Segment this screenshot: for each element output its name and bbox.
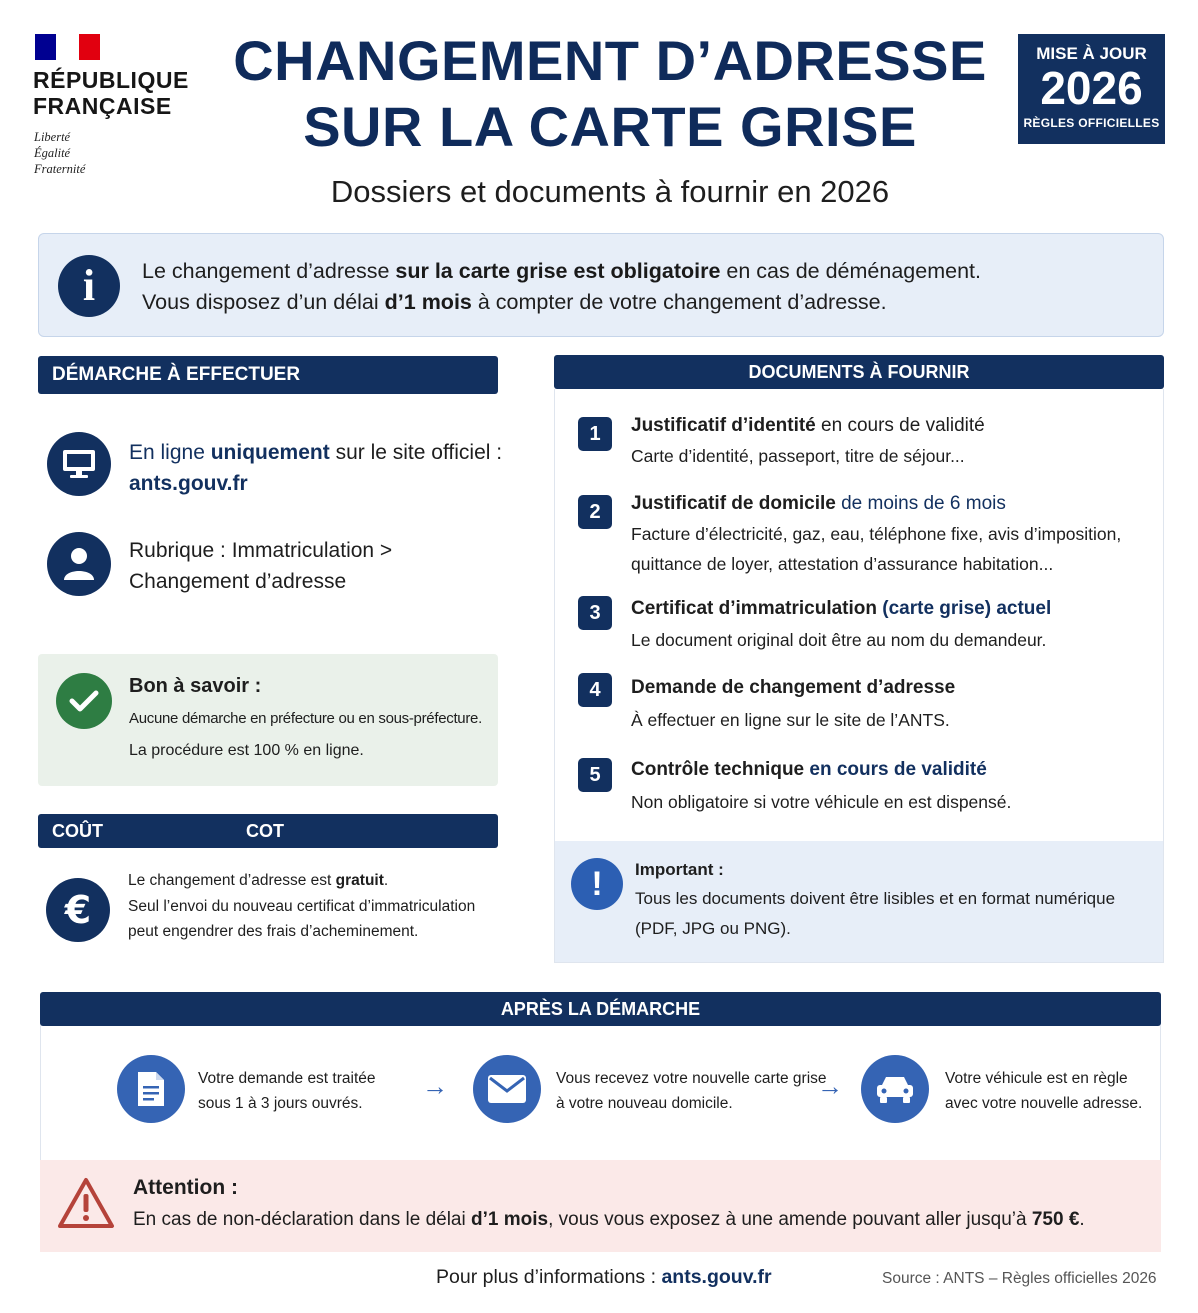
info-text bbox=[142, 256, 1142, 318]
doc5-extra-hl: en cours de validité bbox=[809, 759, 987, 780]
motto-egalite: Égalité bbox=[34, 146, 71, 160]
bon-title: Bon à savoir : bbox=[129, 675, 262, 697]
euro-icon: € bbox=[46, 878, 110, 942]
step3-l2: avec votre nouvelle adresse. bbox=[945, 1095, 1143, 1112]
att-e: . bbox=[1079, 1209, 1085, 1230]
info-l2-a: Vous disposez d’un délai bbox=[142, 290, 385, 314]
attention-title: Attention : bbox=[133, 1176, 238, 1199]
step1-text bbox=[198, 1066, 376, 1116]
doc-title-1 bbox=[631, 415, 985, 437]
doc-title-3 bbox=[631, 598, 1051, 620]
important-title: Important : bbox=[635, 860, 724, 879]
demarche-header: DÉMARCHE À EFFECTUER bbox=[38, 356, 498, 394]
page-subtitle: Dossiers et documents à fournir en 2026 bbox=[330, 174, 890, 209]
doc2-extra-hl: de moins de 6 mois bbox=[841, 493, 1006, 514]
demarche-rubrique bbox=[129, 535, 509, 597]
cout-t1-c: . bbox=[383, 872, 389, 889]
doc-sub-5: Non obligatoire si votre véhicule en est dispensé. bbox=[631, 792, 1012, 812]
doc-number-1: 1 bbox=[578, 417, 612, 451]
republic-line2: FRANÇAISE bbox=[33, 93, 172, 119]
footer-source: Source : ANTS – Règles officielles 2026 bbox=[882, 1270, 1157, 1287]
doc-sub-2b: quittance de loyer, attestation d’assurance habitation... bbox=[631, 554, 1054, 574]
documents-header: DOCUMENTS À FOURNIR bbox=[554, 355, 1164, 389]
cout-t1-a: Le changement d’adresse est bbox=[128, 872, 336, 889]
online-a: En ligne bbox=[129, 441, 211, 464]
step1-l1: Votre demande est traitée bbox=[198, 1070, 376, 1087]
republic-line1: RÉPUBLIQUE bbox=[33, 67, 189, 93]
republic-name bbox=[33, 67, 189, 119]
doc-sub-2a: Facture d’électricité, gaz, eau, téléphone fixe, avis d’imposition, bbox=[631, 524, 1122, 544]
online-b: uniquement bbox=[210, 441, 330, 464]
doc3-extra-hl: (carte grise) actuel bbox=[882, 598, 1052, 619]
step3-l1: Votre véhicule est en règle bbox=[945, 1070, 1128, 1087]
doc-title-5 bbox=[631, 759, 987, 781]
arrow-right-icon: → bbox=[422, 1071, 448, 1101]
doc3-title: Certificat d’immatriculation bbox=[631, 598, 883, 619]
attention-text bbox=[133, 1206, 1085, 1234]
republic-motto bbox=[34, 129, 85, 177]
computer-icon bbox=[47, 432, 111, 496]
info-l1-c: en cas de déménagement. bbox=[720, 259, 981, 283]
apres-header: APRÈS LA DÉMARCHE bbox=[40, 992, 1161, 1026]
motto-fraternite: Fraternité bbox=[34, 162, 86, 176]
envelope-icon bbox=[473, 1055, 541, 1123]
motto-liberte: Liberté bbox=[34, 130, 71, 144]
cout-t1-b: gratuit bbox=[335, 872, 384, 889]
online-link[interactable]: ants.gouv.fr bbox=[129, 472, 248, 495]
car-icon bbox=[861, 1055, 929, 1123]
footer-more-label: Pour plus d’informations : bbox=[436, 1266, 662, 1288]
doc5-title: Contrôle technique bbox=[631, 759, 810, 780]
document-icon bbox=[117, 1055, 185, 1123]
info-l2-c: à compter de votre changement d’adresse. bbox=[471, 290, 887, 314]
warning-icon bbox=[57, 1176, 115, 1235]
doc-number-4: 4 bbox=[578, 673, 612, 707]
step2-text bbox=[556, 1066, 827, 1116]
cout-header-b: COT bbox=[246, 821, 284, 841]
title-line2: SUR LA CARTE GRISE bbox=[303, 95, 917, 158]
badge-bottom: RÈGLES OFFICIELLES bbox=[1023, 116, 1160, 130]
doc-number-2: 2 bbox=[578, 495, 612, 529]
cout-t2: Seul l’envoi du nouveau certificat d’immatriculation bbox=[128, 897, 476, 915]
demarche-online bbox=[129, 437, 509, 499]
user-icon bbox=[47, 532, 111, 596]
step2-l2: à votre nouveau domicile. bbox=[556, 1095, 733, 1112]
info-l2-b: d’1 mois bbox=[384, 290, 472, 314]
doc-title-4: Demande de changement d’adresse bbox=[631, 677, 956, 698]
exclamation-icon: ! bbox=[571, 858, 623, 910]
cout-header-a: COÛT bbox=[52, 821, 103, 841]
att-a: En cas de non-déclaration dans le délai bbox=[133, 1209, 472, 1230]
bon-text1: Aucune démarche en préfecture ou en sous-préfecture. bbox=[129, 710, 482, 727]
att-c: , vous vous exposez à une amende pouvant aller jusqu’à bbox=[548, 1209, 1032, 1230]
cout-text bbox=[128, 868, 508, 945]
doc-number-3: 3 bbox=[578, 596, 612, 630]
important-t2: (PDF, JPG ou PNG). bbox=[635, 919, 791, 938]
bon-text2: La procédure est 100 % en ligne. bbox=[129, 742, 364, 759]
rubrique-l1: Rubrique : Immatriculation > bbox=[129, 539, 393, 562]
doc-sub-4: À effectuer en ligne sur le site de l’ANTS. bbox=[631, 710, 950, 730]
att-d: 750 € bbox=[1031, 1209, 1080, 1230]
step1-l2: sous 1 à 3 jours ouvrés. bbox=[198, 1095, 363, 1112]
check-icon bbox=[56, 673, 112, 729]
step2-l1: Vous recevez votre nouvelle carte grise bbox=[556, 1070, 827, 1087]
info-icon: i bbox=[58, 255, 120, 317]
doc1-extra: en cours de validité bbox=[815, 415, 985, 436]
important-text bbox=[635, 884, 1135, 944]
att-b: d’1 mois bbox=[471, 1209, 549, 1230]
doc2-title: Justificatif de domicile bbox=[631, 493, 842, 514]
footer-more-info bbox=[436, 1266, 772, 1289]
cout-header bbox=[38, 814, 498, 848]
footer-link[interactable]: ants.gouv.fr bbox=[661, 1266, 772, 1288]
page-title bbox=[230, 28, 990, 160]
update-badge bbox=[1018, 34, 1165, 144]
cout-t3: peut engendrer des frais d’acheminement. bbox=[128, 923, 419, 940]
online-c: sur le site officiel : bbox=[329, 441, 503, 464]
doc-sub-1: Carte d’identité, passeport, titre de séjour... bbox=[631, 446, 965, 466]
important-t1: Tous les documents doivent être lisibles et en format numérique bbox=[635, 889, 1116, 908]
badge-year: 2026 bbox=[1040, 62, 1143, 114]
doc-sub-3: Le document original doit être au nom du demandeur. bbox=[631, 630, 1047, 650]
title-line1: CHANGEMENT D’ADRESSE bbox=[233, 29, 987, 92]
republic-flag-logo bbox=[35, 34, 100, 60]
arrow-right-icon: → bbox=[817, 1071, 843, 1101]
rubrique-l2: Changement d’adresse bbox=[129, 570, 347, 593]
info-l1-b: sur la carte grise est obligatoire bbox=[395, 259, 721, 283]
info-l1-a: Le changement d’adresse bbox=[142, 259, 396, 283]
doc-title-2 bbox=[631, 493, 1006, 515]
doc-number-5: 5 bbox=[578, 758, 612, 792]
badge-top: MISE À JOUR bbox=[1036, 44, 1147, 63]
doc1-title: Justificatif d’identité bbox=[631, 415, 816, 436]
step3-text bbox=[945, 1066, 1142, 1116]
